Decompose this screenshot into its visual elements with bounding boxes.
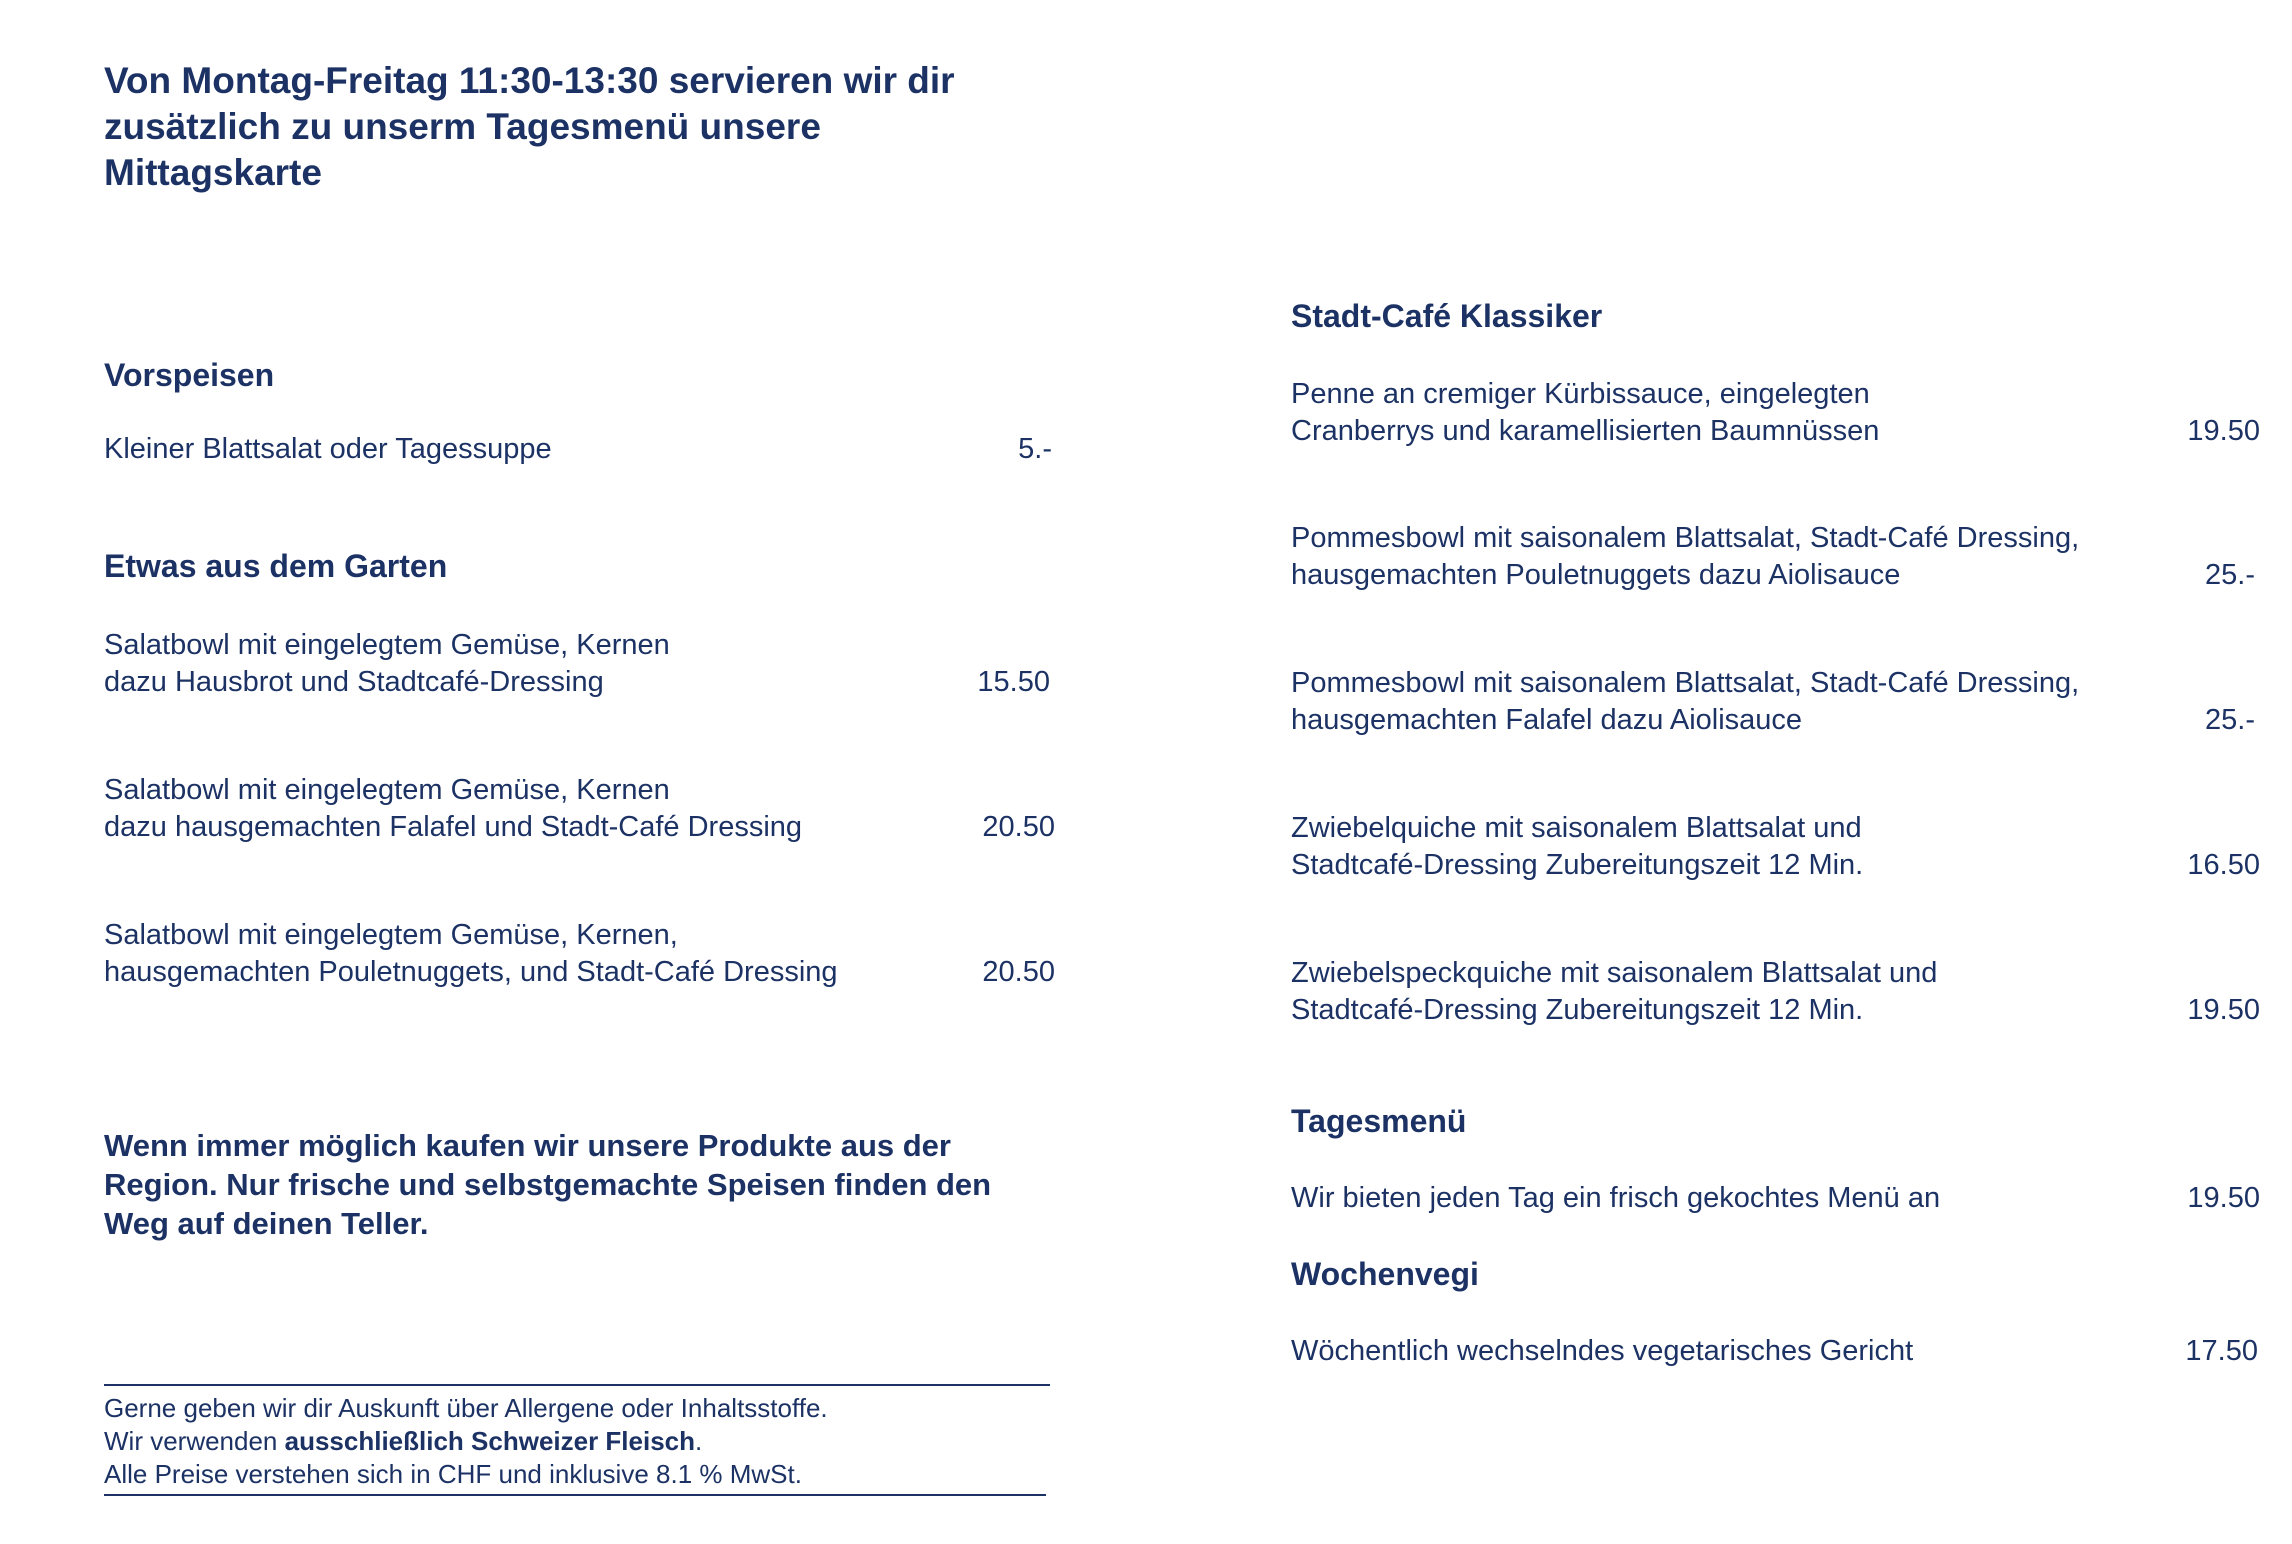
menu-item-description: Salatbowl mit eingelegtem Gemüse, Kernen: [104, 629, 670, 661]
menu-item-description: dazu hausgemachten Falafel und Stadt-Café Dressing: [104, 811, 803, 843]
menu-item-description: Wöchentlich wechselndes vegetarisches Gericht: [1291, 1335, 1914, 1367]
menu-item-price: 20.50: [982, 811, 1055, 843]
section-title-garten: Etwas aus dem Garten: [104, 548, 448, 584]
menu-item-description: Zwiebelquiche mit saisonalem Blattsalat und: [1291, 812, 1862, 844]
menu-item: [104, 627, 1004, 701]
menu-item-price: 19.50: [2187, 994, 2260, 1026]
menu-item-description: Wir bieten jeden Tag ein frisch gekochtes Menü an: [1291, 1182, 1941, 1214]
menu-item: [1291, 665, 2191, 739]
footer-line-allergens: Gerne geben wir dir Auskunft über Allergene oder Inhaltsstoffe.: [104, 1393, 828, 1423]
section-title-tagesmenu: Tagesmenü: [1291, 1103, 1467, 1139]
footer-divider-bottom: [104, 1494, 1046, 1496]
menu-item-price: 20.50: [982, 956, 1055, 988]
menu-item-description: Zwiebelspeckquiche mit saisonalem Blattsalat und: [1291, 957, 1938, 989]
menu-item-description: Salatbowl mit eingelegtem Gemüse, Kernen,: [104, 919, 678, 951]
menu-item-description: hausgemachten Pouletnuggets dazu Aiolisauce: [1291, 559, 1901, 591]
menu-item: [104, 431, 1004, 468]
menu-item-description: Penne an cremiger Kürbissauce, eingelegten: [1291, 378, 1870, 410]
section-title-wochenvegi: Wochenvegi: [1291, 1256, 1479, 1292]
menu-item: [104, 772, 1004, 846]
menu-item-description: Salatbowl mit eingelegtem Gemüse, Kernen: [104, 774, 670, 806]
page-title-line: zusätzlich zu unserm Tagesmenü unsere: [104, 106, 821, 147]
menu-item-price: 5.-: [1018, 433, 1052, 465]
menu-item: [1291, 376, 2191, 450]
menu-item: [104, 917, 1004, 991]
footer-note: [104, 1392, 1104, 1491]
menu-item-price: 15.50: [977, 666, 1050, 698]
menu-item-price: 19.50: [2187, 415, 2260, 447]
menu-item-description: Stadtcafé-Dressing Zubereitungszeit 12 Min.: [1291, 849, 1864, 881]
regional-tagline: [104, 1126, 1104, 1243]
menu-item-price: 19.50: [2187, 1182, 2260, 1214]
footer-line-meat: [104, 1425, 1104, 1458]
section-title-vorspeisen: Vorspeisen: [104, 357, 275, 393]
page-title: [104, 58, 1104, 196]
menu-item-description: Pommesbowl mit saisonalem Blattsalat, Stadt-Café Dressing,: [1291, 522, 2080, 554]
menu-item-price: 16.50: [2187, 849, 2260, 881]
page-title-line: Von Montag-Freitag 11:30-13:30 servieren wir dir: [104, 60, 955, 101]
menu-item: [1291, 1333, 2191, 1370]
footer-text: .: [695, 1426, 703, 1456]
tagline-line: Wenn immer möglich kaufen wir unsere Produkte aus der: [104, 1128, 951, 1163]
page-title-line: Mittagskarte: [104, 152, 322, 193]
menu-item-description: hausgemachten Pouletnuggets, und Stadt-Café Dressing: [104, 956, 838, 988]
menu-item: [1291, 810, 2191, 884]
footer-text: Wir verwenden: [104, 1426, 285, 1456]
menu-item-price: 25.-: [2205, 559, 2255, 591]
menu-item-price: 25.-: [2205, 704, 2255, 736]
menu-item-description: hausgemachten Falafel dazu Aiolisauce: [1291, 704, 1803, 736]
footer-highlight: ausschließlich Schweizer Fleisch: [284, 1426, 696, 1456]
menu-item-description: Kleiner Blattsalat oder Tagessuppe: [104, 433, 552, 465]
section-title-klassiker: Stadt-Café Klassiker: [1291, 298, 1603, 334]
menu-item: [1291, 520, 2191, 594]
menu-item: [1291, 955, 2191, 1029]
menu-item-description: Cranberrys und karamellisierten Baumnüssen: [1291, 415, 1880, 447]
menu-item-description: dazu Hausbrot und Stadtcafé-Dressing: [104, 666, 604, 698]
footer-divider-top: [104, 1384, 1050, 1386]
tagline-line: Weg auf deinen Teller.: [104, 1206, 429, 1241]
menu-item: [1291, 1180, 2191, 1217]
menu-item-description: Pommesbowl mit saisonalem Blattsalat, Stadt-Café Dressing,: [1291, 667, 2080, 699]
tagline-line: Region. Nur frische und selbstgemachte Speisen finden den: [104, 1167, 992, 1202]
footer-line-prices: Alle Preise verstehen sich in CHF und inklusive 8.1 % MwSt.: [104, 1459, 802, 1489]
menu-item-description: Stadtcafé-Dressing Zubereitungszeit 12 Min.: [1291, 994, 1864, 1026]
menu-item-price: 17.50: [2185, 1335, 2258, 1367]
